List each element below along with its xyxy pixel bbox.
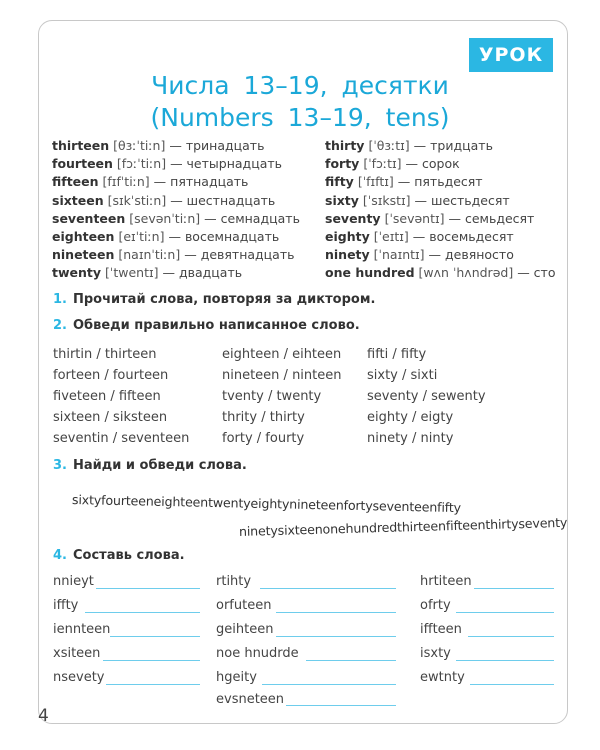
- vocab-row: [325, 210, 555, 228]
- word-choice[interactable]: fiveteen / fifteen: [53, 389, 161, 404]
- vocab-translation: — девятнадцать: [184, 247, 295, 263]
- vocab-translation: — шестнадцать: [170, 192, 276, 208]
- vocab-row: [325, 155, 555, 173]
- vocab-word: eighteen: [52, 228, 115, 244]
- answer-line[interactable]: [106, 684, 200, 685]
- vocab-transcription: [ˈθɜːtɪ]: [368, 138, 410, 153]
- vocab-word: thirteen: [52, 138, 110, 153]
- vocab-translation: — двадцать: [162, 265, 243, 281]
- vocab-transcription: [naɪnˈtiːn]: [118, 247, 181, 263]
- answer-line[interactable]: [306, 660, 396, 661]
- vocab-word: eighty: [325, 228, 370, 244]
- word-choice[interactable]: forty / fourty: [222, 431, 305, 446]
- word-choice[interactable]: seventin / seventeen: [53, 431, 190, 446]
- answer-line[interactable]: [276, 612, 396, 613]
- scrambled-word: iennteen: [53, 622, 111, 637]
- word-choice[interactable]: thirtin / thirteen: [53, 347, 157, 362]
- task-text: Найди и обведи слова.: [72, 458, 247, 473]
- scrambled-word: ofrty: [420, 598, 451, 613]
- vocab-transcription: [ˈtwentɪ]: [105, 265, 159, 281]
- word-choice[interactable]: nineteen / ninteen: [222, 368, 342, 383]
- scrambled-word: noe hnudrde: [216, 646, 299, 661]
- answer-line[interactable]: [276, 636, 396, 637]
- answer-line[interactable]: [286, 705, 396, 706]
- scrambled-word: ewtnty: [420, 670, 465, 685]
- answer-line[interactable]: [456, 612, 554, 613]
- vocab-transcription: [ˈfɔːtɪ]: [363, 156, 402, 172]
- vocab-translation: — восемнадцать: [168, 228, 280, 244]
- vocab-transcription: [ˈsɪkstɪ]: [362, 192, 411, 208]
- vocab-word: sixteen: [52, 192, 104, 208]
- vocab-transcription: [ˈsevəntɪ]: [384, 210, 445, 226]
- task-number: 2.: [53, 318, 67, 333]
- vocab-row: [325, 137, 555, 155]
- answer-line[interactable]: [85, 612, 200, 613]
- scrambled-word: xsiteen: [53, 646, 101, 661]
- vocab-translation: — восемьдесят: [412, 228, 514, 244]
- task-2-column-2: [222, 344, 342, 449]
- scrambled-word: nsevety: [53, 670, 105, 685]
- task-number: 1.: [53, 292, 67, 307]
- title-line-2: (Numbers 13–19, tens): [150, 103, 450, 132]
- word-snake-2[interactable]: ninetysixteenonehundredthirteenfifteenthirtyseventy: [238, 514, 568, 539]
- vocab-word: twenty: [52, 265, 102, 281]
- scrambled-word: orfuteen: [216, 598, 272, 613]
- word-choice[interactable]: eighteen / eihteen: [222, 347, 342, 362]
- lesson-badge: УРОК 2: [469, 38, 553, 72]
- vocab-word: thirty: [325, 138, 365, 153]
- word-choice[interactable]: tventy / twenty: [222, 389, 322, 404]
- vocab-word: fourteen: [52, 156, 113, 172]
- vocab-row: [325, 228, 555, 246]
- vocab-word: nineteen: [52, 247, 115, 263]
- scrambled-word: iffty: [53, 598, 79, 613]
- vocab-word: fifty: [325, 174, 354, 190]
- scrambled-word: geihteen: [216, 622, 274, 637]
- vocab-transcription: [θɜːˈtiːn]: [113, 138, 166, 153]
- vocab-row: [52, 155, 300, 173]
- scrambled-word: hgeity: [216, 670, 257, 685]
- vocab-transcription: [sɪkˈstiːn]: [107, 192, 167, 208]
- word-choice[interactable]: sixteen / siksteen: [53, 410, 168, 425]
- scrambled-word: rtihty: [216, 574, 252, 589]
- scrambled-word: isxty: [420, 646, 451, 661]
- answer-line[interactable]: [474, 588, 554, 589]
- vocab-word: seventeen: [52, 210, 126, 226]
- scrambled-word: evsneteen: [216, 692, 285, 707]
- answer-line[interactable]: [96, 588, 200, 589]
- word-snake-1[interactable]: sixtyfourteeneighteentwentyeightynineteenfortyseventeenfifty: [71, 492, 462, 516]
- vocab-row: [325, 173, 555, 191]
- task-number: 3.: [53, 458, 67, 473]
- vocab-transcription: [wʌn ˈhʌndrəd]: [418, 265, 514, 281]
- word-choice[interactable]: eighty / eigty: [367, 410, 454, 425]
- word-choice[interactable]: sixty / sixti: [367, 368, 438, 383]
- page-number: 4: [38, 706, 49, 726]
- scrambled-word: nnieyt: [53, 574, 94, 589]
- vocab-translation: — четырнадцать: [170, 156, 283, 172]
- vocab-translation: — пятьдесят: [397, 174, 483, 190]
- vocab-row: [325, 246, 555, 264]
- vocab-translation: — шестьдесят: [414, 192, 510, 208]
- vocab-word: ninety: [325, 247, 370, 263]
- vocab-row: [52, 192, 300, 210]
- task-2-column-3: [367, 344, 486, 449]
- vocab-row: [325, 264, 555, 282]
- vocab-translation: — девяносто: [428, 247, 514, 263]
- vocab-row: [52, 210, 300, 228]
- task-number: 4.: [53, 548, 67, 563]
- vocab-word: sixty: [325, 192, 359, 208]
- task-text: Обведи правильно написанное слово.: [72, 318, 360, 333]
- word-choice[interactable]: forteen / fourteen: [53, 368, 169, 383]
- vocab-transcription: [fɔːˈtiːn]: [116, 156, 167, 172]
- vocab-row: [325, 192, 555, 210]
- word-choice[interactable]: seventy / sewenty: [367, 389, 486, 404]
- vocab-transcription: [ˈeɪtɪ]: [373, 228, 409, 244]
- task-3-heading: [53, 458, 247, 473]
- word-choice[interactable]: fifti / fifty: [367, 347, 427, 362]
- task-text: Прочитай слова, повторяя за диктором.: [72, 292, 376, 307]
- vocab-translation: — тринадцать: [169, 138, 265, 153]
- answer-line[interactable]: [468, 636, 554, 637]
- vocab-row: [52, 137, 300, 155]
- word-choice[interactable]: thrity / thirty: [222, 410, 305, 425]
- answer-line[interactable]: [110, 636, 200, 637]
- vocab-translation: — тридцать: [413, 138, 493, 153]
- scrambled-word: hrtiteen: [420, 574, 472, 589]
- vocab-word: seventy: [325, 210, 381, 226]
- vocab-word: fifteen: [52, 174, 99, 190]
- task-2-column-1: [53, 344, 189, 449]
- vocab-transcription: [fɪfˈtiːn]: [102, 174, 150, 190]
- title-line-1: Числа 13–19, десятки: [151, 71, 449, 100]
- vocab-word: one hundred: [325, 265, 415, 281]
- vocab-transcription: [ˈnaɪntɪ]: [373, 247, 425, 263]
- task-4-heading: [53, 548, 185, 563]
- vocab-row: [52, 264, 300, 282]
- vocab-left: [52, 137, 300, 283]
- answer-line[interactable]: [260, 588, 396, 589]
- vocab-word: forty: [325, 156, 360, 172]
- vocab-translation: — семнадцать: [204, 210, 300, 226]
- scrambled-word: iffteen: [420, 622, 462, 637]
- vocab-right: [325, 137, 555, 283]
- vocab-row: [52, 246, 300, 264]
- task-text: Составь слова.: [72, 548, 185, 563]
- answer-line[interactable]: [262, 684, 396, 685]
- word-choice[interactable]: ninety / ninty: [367, 431, 454, 446]
- answer-line[interactable]: [103, 660, 200, 661]
- vocab-row: [52, 228, 300, 246]
- vocab-translation: — пятнадцать: [153, 174, 249, 190]
- vocab-translation: — семьдесят: [448, 210, 535, 226]
- vocab-translation: — сорок: [405, 156, 460, 172]
- task-2-heading: [53, 318, 360, 333]
- answer-line[interactable]: [456, 660, 554, 661]
- vocab-row: [52, 173, 300, 191]
- task-1-heading: [53, 292, 375, 307]
- vocab-transcription: [sevənˈtiːn]: [129, 210, 201, 226]
- answer-line[interactable]: [470, 684, 554, 685]
- vocab-transcription: [ˈfɪftɪ]: [357, 174, 394, 190]
- vocab-translation: — сто: [517, 265, 556, 281]
- vocab-transcription: [eɪˈtiːn]: [118, 228, 165, 244]
